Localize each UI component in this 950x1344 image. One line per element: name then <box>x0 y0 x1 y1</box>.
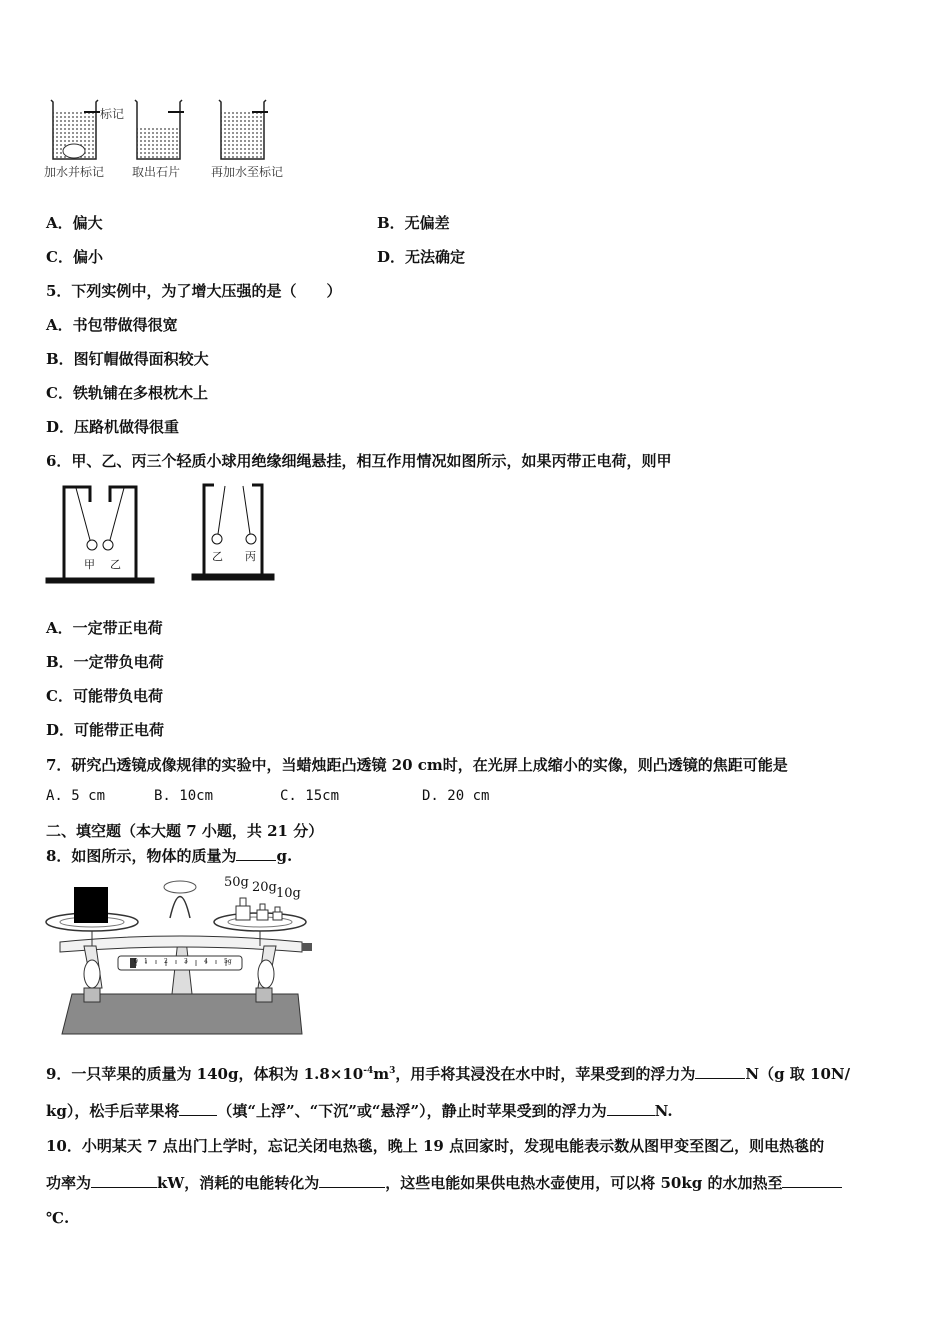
q5-option-c: C．铁轨铺在多根枕木上 <box>46 384 208 402</box>
scale-tick-1: 1 <box>144 958 148 965</box>
beaker-figure <box>44 96 304 186</box>
q4-option-a: A．偏大 <box>46 214 103 232</box>
ball-label-bing: 丙 <box>245 550 256 563</box>
scale-tick-3: 3 <box>184 958 188 965</box>
q7-option-a: A. 5 cm <box>46 788 106 804</box>
q9-line-2 <box>46 1100 673 1121</box>
q9-line1-c: ，用手将其浸没在水中时，苹果受到的浮力为 <box>395 1065 696 1083</box>
beaker-caption-1: 加水并标记 <box>44 165 105 179</box>
q9-line1-a: 9．一只苹果的质量为 140g，体积为 1.8×10 <box>46 1065 364 1083</box>
q5-option-b: B．图钉帽做得面积较大 <box>46 350 209 368</box>
q9-blank-1 <box>695 1064 745 1079</box>
ball-label-yi-1: 乙 <box>110 558 121 571</box>
beaker-caption-2: 取出石片 <box>132 165 181 179</box>
q10-line2-b: kW，消耗的电能转化为 <box>157 1174 320 1192</box>
q10-line-1: 10．小明某天 7 点出门上学时，忘记关闭电热毯，晚上 19 点回家时，发现电能表示数从图甲变至图乙，则电热毯的 <box>46 1137 825 1155</box>
q9-line2-a: kg），松手后苹果将 <box>46 1102 180 1120</box>
q5-option-d: D．压路机做得很重 <box>46 418 180 436</box>
q10-blank-2 <box>319 1173 385 1188</box>
q10-line-3: ℃. <box>46 1209 70 1227</box>
q6-stem: 6．甲、乙、丙三个轻质小球用绝缘细绳悬挂，相互作用情况如图所示，如果丙带正电荷，则甲 <box>46 452 672 470</box>
q4-option-d: D．无法确定 <box>377 248 466 266</box>
q5-stem: 5．下列实例中，为了增大压强的是（ ） <box>46 282 342 300</box>
q8-answer-blank <box>236 846 276 861</box>
q6-option-b: B．一定带负电荷 <box>46 653 164 671</box>
scale-tick-0: 0 <box>134 958 138 965</box>
q6-option-a: A．一定带正电荷 <box>46 619 163 637</box>
q4-option-c: C．偏小 <box>46 248 103 266</box>
scale-tick-4: 4 <box>204 958 208 965</box>
weights <box>236 898 282 920</box>
q8-stem <box>46 845 292 866</box>
q9-line2-c: N. <box>654 1102 673 1120</box>
balance-figure <box>40 870 320 1040</box>
q8-stem-after: g. <box>276 847 293 865</box>
q9-blank-3 <box>607 1101 655 1116</box>
q7-option-b: B. 10cm <box>154 788 214 804</box>
charged-balls-drawing <box>44 482 284 592</box>
beaker-caption-3: 再加水至标记 <box>211 165 284 179</box>
q7-option-c: C. 15cm <box>280 788 340 804</box>
beaker-1 <box>51 100 100 159</box>
q9-exp: -4 <box>363 1066 374 1076</box>
stand-1 <box>46 487 154 583</box>
q9-line2-b: （填“上浮”、“下沉”或“悬浮”），静止时苹果受到的浮力为 <box>217 1102 607 1120</box>
q9-blank-2 <box>179 1101 217 1116</box>
q6-option-c: C．可能带负电荷 <box>46 687 163 705</box>
q9-exp2: 3 <box>389 1066 396 1076</box>
beaker-3 <box>219 100 268 159</box>
section-2-title: 二、填空题（本大题 7 小题，共 21 分） <box>46 822 324 840</box>
q10-line2-c: ，这些电能如果供电热水壶使用，可以将 50kg 的水加热至 <box>385 1174 783 1192</box>
object-block <box>74 887 108 923</box>
q10-blank-1 <box>91 1173 157 1188</box>
q9-line-1 <box>46 1063 850 1084</box>
ball-label-yi-2: 乙 <box>212 550 223 563</box>
beaker-2 <box>135 100 184 159</box>
weight-label-10g: 10g <box>276 886 301 901</box>
q5-option-a: A．书包带做得很宽 <box>46 316 178 334</box>
beaker-mark-label: 标记 <box>100 107 125 121</box>
q10-blank-3 <box>782 1173 842 1188</box>
weight-label-50g: 50g <box>224 875 249 890</box>
q10-line-2 <box>46 1172 842 1193</box>
charged-balls-figure <box>44 482 284 592</box>
q7-option-d: D. 20 cm <box>422 788 490 804</box>
q8-stem-before: 8．如图所示，物体的质量为 <box>46 847 237 865</box>
ball-label-jia: 甲 <box>84 558 95 571</box>
q6-option-d: D．可能带正电荷 <box>46 721 165 739</box>
q7-stem: 7．研究凸透镜成像规律的实验中，当蜡烛距凸透镜 20 cm时，在光屏上成缩小的实像，则凸透镜的焦距可能是 <box>46 756 788 774</box>
q4-option-b: B．无偏差 <box>377 214 450 232</box>
stand-2 <box>192 485 274 580</box>
scale-tick-2: 2 <box>164 958 168 965</box>
q10-line2-a: 功率为 <box>46 1174 92 1192</box>
scale-tick-5g: 5g <box>224 958 232 965</box>
weight-label-20g: 20g <box>252 880 277 895</box>
q9-unit-m: m <box>373 1065 390 1083</box>
q9-line1-d: N（g 取 10N/ <box>745 1065 851 1083</box>
